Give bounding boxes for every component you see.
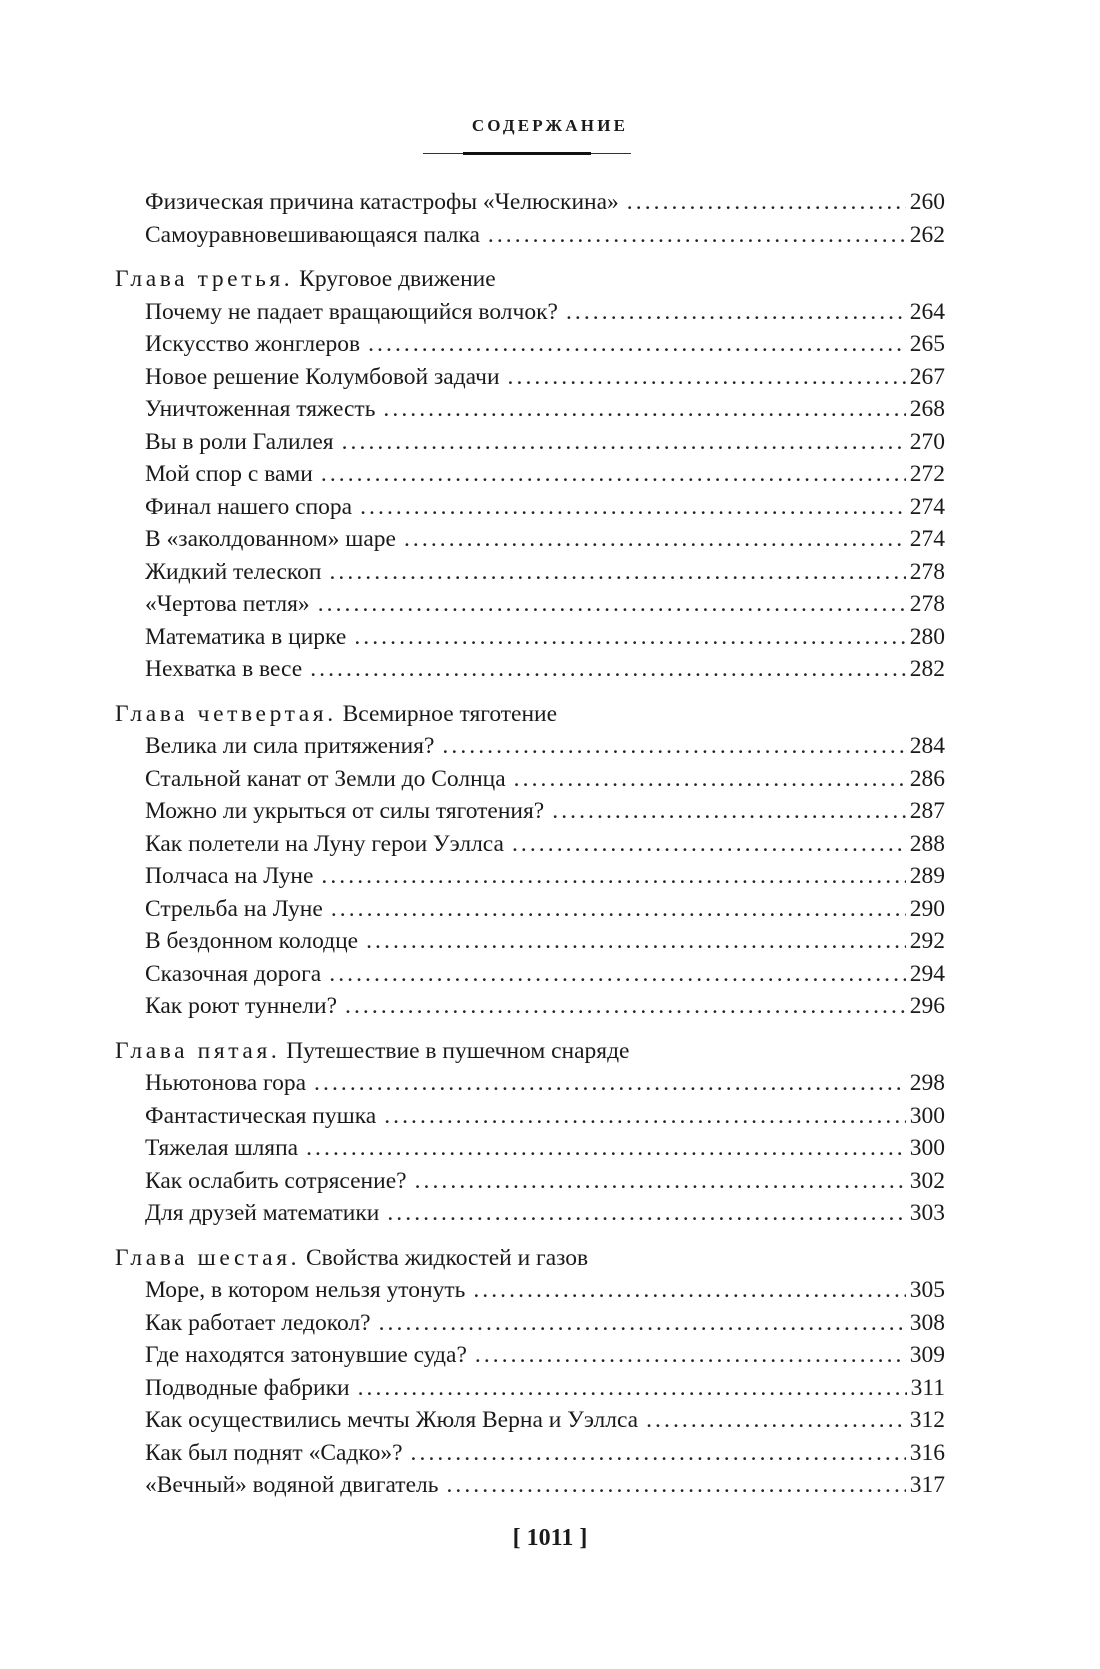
- toc-entry-page: 308: [909, 1309, 945, 1336]
- dot-leader: [321, 458, 906, 491]
- dot-leader: [314, 1067, 906, 1100]
- toc-entry-page: 305: [909, 1277, 945, 1303]
- toc-entry: [115, 990, 945, 1023]
- toc-entry-title: Как осуществились мечты Жюля Верна и Уэллса: [145, 1407, 639, 1433]
- toc-entry: [115, 1165, 945, 1198]
- dot-leader: [508, 361, 906, 394]
- toc-entry-title: «Вечный» водяной двигатель: [145, 1472, 439, 1498]
- toc-entry-page: 272: [909, 461, 945, 487]
- toc-entry-title: Нехватка в весе: [145, 656, 303, 682]
- toc-entry-title: В бездонном колодце: [145, 928, 359, 954]
- toc-entry-page: 317: [909, 1472, 945, 1498]
- toc-entry-page: 300: [909, 1135, 945, 1161]
- toc-entry: [115, 763, 945, 796]
- toc-entry: [115, 828, 945, 861]
- toc-entry: [115, 328, 945, 361]
- chapter-heading: [115, 1242, 945, 1275]
- toc-entry-title: Самоуравновешивающаяся палка: [145, 221, 480, 248]
- chapter-name: Путешествие в пушечном снаряде: [286, 1037, 630, 1064]
- toc-entry-page: 300: [909, 1102, 945, 1129]
- toc-entry-page: 278: [909, 558, 945, 585]
- dot-leader: [329, 958, 906, 991]
- dot-leader: [404, 523, 906, 556]
- toc-entry-title: Фантастическая пушка: [145, 1102, 377, 1129]
- toc-entry-page: 286: [909, 765, 945, 792]
- toc-entry-page: 309: [909, 1342, 945, 1368]
- dot-leader: [342, 426, 906, 459]
- toc-entry-title: Подводные фабрики: [145, 1374, 350, 1401]
- toc-entry-title: Как полетели на Луну герои Уэллса: [145, 830, 504, 857]
- toc-entry-page: 289: [909, 863, 945, 889]
- toc-entry-title: Как был поднят «Садко»?: [145, 1439, 403, 1466]
- chapter-section: [115, 1242, 945, 1502]
- dot-leader: [310, 653, 906, 686]
- dot-leader: [566, 296, 906, 329]
- table-of-contents: [115, 186, 945, 1502]
- dot-leader: [415, 1165, 906, 1198]
- toc-entry-page: 302: [909, 1167, 945, 1194]
- toc-entry-title: Уничтоженная тяжесть: [145, 396, 376, 422]
- toc-entry-page: 316: [909, 1439, 945, 1466]
- toc-entry: [115, 296, 945, 329]
- toc-entry-title: Тяжелая шляпа: [145, 1135, 299, 1161]
- toc-entry: [115, 426, 945, 459]
- toc-entry: [115, 653, 945, 686]
- toc-entry: [115, 1307, 945, 1340]
- toc-entry-title: Математика в цирке: [145, 623, 347, 650]
- toc-entry-title: Почему не падает вращающийся волчок?: [145, 298, 558, 325]
- toc-entry: [115, 1274, 945, 1307]
- chapter-label: Глава четвертая.: [115, 700, 337, 727]
- toc-entry-page: 267: [909, 363, 945, 390]
- chapter-label: Глава третья.: [115, 266, 294, 292]
- toc-entry: [115, 458, 945, 491]
- toc-entry-page: 311: [910, 1374, 945, 1401]
- toc-entry: [115, 1067, 945, 1100]
- toc-entry-title: Жидкий телескоп: [145, 558, 322, 585]
- toc-entry-title: Полчаса на Луне: [145, 863, 314, 889]
- toc-entry: [115, 1437, 945, 1470]
- toc-entry-title: Финал нашего спора: [145, 493, 353, 520]
- toc-entry: [115, 1197, 945, 1230]
- toc-entry-page: 288: [909, 830, 945, 857]
- running-header: СОДЕРЖАНИЕ: [471, 116, 629, 135]
- toc-entry-page: 274: [909, 493, 945, 520]
- toc-entry-page: 278: [909, 591, 945, 617]
- toc-entry-title: Для друзей математики: [145, 1200, 380, 1226]
- chapter-name: Всемирное тяготение: [342, 700, 558, 727]
- toc-entry-title: Как ослабить сотрясение?: [145, 1167, 407, 1194]
- toc-entry: [115, 893, 945, 926]
- toc-entry-title: «Чертова петля»: [145, 591, 310, 617]
- dot-leader: [475, 1339, 906, 1372]
- toc-entry-page: 280: [909, 623, 945, 650]
- toc-entry: [115, 1132, 945, 1165]
- toc-entry-page: 264: [909, 298, 945, 325]
- dot-leader: [321, 860, 905, 893]
- toc-entry: [115, 1469, 945, 1502]
- toc-entry-page: 268: [909, 396, 945, 422]
- toc-entry: [115, 1100, 945, 1133]
- dot-leader: [345, 990, 906, 1023]
- chapter-section: [115, 263, 945, 686]
- chapter-label: Глава шестая.: [115, 1244, 301, 1271]
- page-number: [ 1011 ]: [512, 1525, 588, 1551]
- chapter-name: Свойства жидкостей и газов: [305, 1244, 589, 1271]
- toc-entry-page: 284: [909, 733, 945, 759]
- dot-leader: [384, 1100, 906, 1133]
- toc-entry-page: 312: [909, 1407, 945, 1433]
- dot-leader: [329, 556, 905, 589]
- dot-leader: [354, 621, 905, 654]
- toc-entry-title: Мой спор с вами: [145, 461, 313, 487]
- toc-entry: [115, 588, 945, 621]
- chapter-section: [115, 698, 945, 1023]
- dot-leader: [446, 1469, 905, 1502]
- dot-leader: [360, 491, 906, 524]
- toc-entry-page: 296: [909, 993, 945, 1019]
- dot-leader: [514, 763, 906, 796]
- toc-entry: [115, 621, 945, 654]
- toc-entry-title: Ньютонова гора: [145, 1070, 307, 1096]
- toc-entry-title: Велика ли сила притяжения?: [145, 733, 435, 759]
- dot-leader: [366, 925, 906, 958]
- toc-entry-page: 287: [909, 798, 945, 824]
- dot-leader: [646, 1404, 906, 1437]
- dot-leader: [318, 588, 906, 621]
- toc-entry: [115, 186, 945, 219]
- toc-entry-page: 303: [909, 1200, 945, 1226]
- toc-entry: [115, 958, 945, 991]
- chapter-heading: [115, 698, 945, 731]
- chapter-section: [115, 1035, 945, 1230]
- toc-entry-title: Новое решение Колумбовой задачи: [145, 363, 500, 390]
- toc-entry-title: Искусство жонглеров: [145, 331, 361, 357]
- toc-entry-title: Вы в роли Галилея: [145, 428, 334, 455]
- toc-entry-page: 292: [909, 928, 945, 954]
- toc-entry-page: 270: [909, 428, 945, 455]
- toc-entry: [115, 860, 945, 893]
- chapter-heading: [115, 263, 945, 296]
- chapter-name: Круговое движение: [299, 266, 496, 292]
- toc-entry: [115, 556, 945, 589]
- toc-entry: [115, 523, 945, 556]
- dot-leader: [368, 328, 906, 361]
- toc-entry: [115, 1404, 945, 1437]
- dot-leader: [358, 1372, 907, 1405]
- toc-entry-title: В «заколдованном» шаре: [145, 526, 396, 552]
- toc-entry: [115, 925, 945, 958]
- toc-entry-title: Как работает ледокол?: [145, 1309, 371, 1336]
- toc-entry-page: 262: [909, 221, 945, 248]
- dot-leader: [306, 1132, 906, 1165]
- toc-entry: [115, 1372, 945, 1405]
- toc-entry: [115, 730, 945, 763]
- dot-leader: [379, 1307, 906, 1340]
- toc-entry: [115, 491, 945, 524]
- dot-leader: [473, 1274, 905, 1307]
- toc-entry-page: 298: [909, 1070, 945, 1096]
- toc-entry: [115, 219, 945, 252]
- toc-entry-page: 274: [909, 526, 945, 552]
- toc-entry-title: Можно ли укрыться от силы тяготения?: [145, 798, 545, 824]
- toc-entry-title: Море, в котором нельзя утонуть: [145, 1277, 466, 1303]
- toc-entry: [115, 795, 945, 828]
- dot-leader: [387, 1197, 905, 1230]
- toc-entry-title: Сказочная дорога: [145, 960, 322, 987]
- toc-entry-title: Стальной канат от Земли до Солнца: [145, 765, 506, 792]
- chapter-heading: [115, 1035, 945, 1068]
- dot-leader: [442, 730, 905, 763]
- toc-entry-title: Где находятся затонувшие суда?: [145, 1342, 467, 1368]
- header-rule-accent: [463, 152, 591, 155]
- toc-entry: [115, 1339, 945, 1372]
- toc-entry-title: Стрельба на Луне: [145, 895, 323, 922]
- dot-leader: [552, 795, 906, 828]
- toc-entry-page: 294: [909, 960, 945, 987]
- dot-leader: [488, 219, 906, 252]
- toc-entry-page: 290: [909, 895, 945, 922]
- dot-leader: [512, 828, 906, 861]
- toc-entry-page: 282: [909, 656, 945, 682]
- dot-leader: [411, 1437, 906, 1470]
- dot-leader: [627, 186, 906, 219]
- toc-entry: [115, 393, 945, 426]
- toc-entry-page: 265: [909, 331, 945, 357]
- toc-entry-title: Как роют туннели?: [145, 993, 338, 1019]
- toc-entry-title: Физическая причина катастрофы «Челюскина»: [145, 189, 619, 215]
- dot-leader: [383, 393, 905, 426]
- chapter-label: Глава пятая.: [115, 1037, 281, 1064]
- toc-entry-page: 260: [909, 189, 945, 215]
- dot-leader: [331, 893, 906, 926]
- toc-entry: [115, 361, 945, 394]
